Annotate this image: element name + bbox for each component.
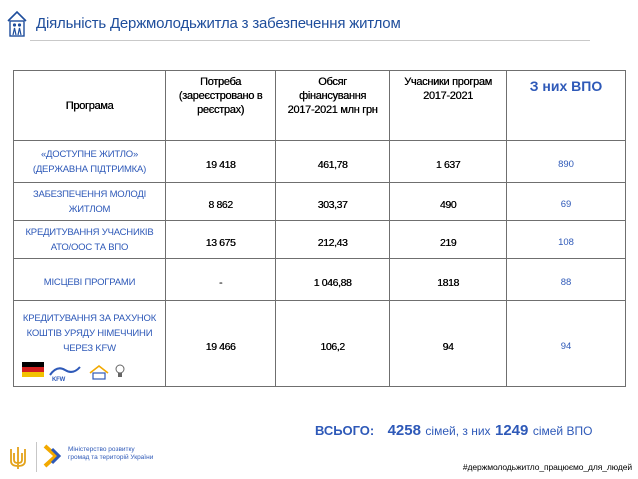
lamp-logo-icon	[114, 364, 126, 378]
house-logo-icon	[88, 363, 110, 381]
program-cell: МІСЦЕВІ ПРОГРАМИ	[14, 259, 166, 301]
partner-logos	[18, 360, 161, 386]
program-text: КРЕДИТУВАННЯ ЗА РАХУНОК КОШТІВ УРЯДУ НІМЕЧЧИНИ ЧЕРЕЗ KFW	[22, 313, 157, 354]
total-colon: :	[369, 423, 375, 438]
table-row	[14, 301, 626, 387]
ministry-line-2: громад та територій України	[68, 454, 154, 461]
participants-cell: 1818	[390, 259, 507, 301]
program-cell	[14, 301, 166, 387]
column-header-program: Програма	[14, 71, 166, 141]
column-header-need: Потреба (зареєстровано в реєстрах)	[166, 71, 276, 141]
table-row	[14, 221, 626, 259]
need-cell: 8 862	[166, 183, 276, 221]
table-row	[14, 141, 626, 183]
participants-cell: 490	[390, 183, 507, 221]
slide-header	[0, 0, 638, 44]
participants-cell: 1 637	[390, 141, 507, 183]
total-label: ВСЬОГО	[315, 423, 370, 438]
ministry-name	[68, 446, 153, 462]
need-cell: 13 675	[166, 221, 276, 259]
vpo-cell: 94	[507, 301, 626, 387]
title-divider	[30, 40, 590, 41]
program-cell: ЗАБЕЗПЕЧЕННЯ МОЛОДІ ЖИТЛОМ	[14, 183, 166, 221]
house-with-people-icon	[6, 8, 28, 38]
funding-cell: 212,43	[276, 221, 390, 259]
total-vpo-text: сімей ВПО	[532, 424, 593, 438]
table-row	[14, 183, 626, 221]
funding-cell: 461,78	[276, 141, 390, 183]
footer-divider	[36, 442, 37, 472]
total-families: 4258	[387, 422, 421, 439]
vpo-cell: 108	[507, 221, 626, 259]
column-header-participants: Учасники програм 2017-2021	[390, 71, 507, 141]
ministry-line-1: Міністерство розвитку	[68, 446, 135, 453]
need-cell: -	[166, 259, 276, 301]
germany-cooperation-flag-icon	[22, 362, 44, 378]
total-families-text: сімей, з них	[425, 424, 491, 438]
funding-cell: 303,37	[276, 183, 390, 221]
table-header-row	[14, 71, 626, 141]
hashtag-text: #держмолодьжитло_працюємо_для_людей	[462, 462, 632, 472]
page-title: Діяльність Держмолодьжитла з забезпечення житлом	[36, 15, 401, 32]
programs-table	[13, 70, 626, 387]
vpo-cell: 69	[507, 183, 626, 221]
funding-cell: 106,2	[276, 301, 390, 387]
total-vpo-families: 1249	[495, 422, 529, 439]
funding-cell: 1 046,88	[276, 259, 390, 301]
participants-cell: 219	[390, 221, 507, 259]
participants-cell: 94	[390, 301, 507, 387]
table-row	[14, 259, 626, 301]
ministry-chevron-logo-icon	[42, 443, 64, 469]
need-cell: 19 466	[166, 301, 276, 387]
vpo-cell: 88	[507, 259, 626, 301]
program-cell: «ДОСТУПНЕ ЖИТЛО» (ДЕРЖАВНА ПІДТРИМКА)	[14, 141, 166, 183]
program-cell: КРЕДИТУВАННЯ УЧАСНИКІВ АТО/ООС ТА ВПО	[14, 221, 166, 259]
column-header-funding: Обсяг фінансування 2017-2021 млн грн	[276, 71, 390, 141]
ukraine-trident-icon	[8, 445, 28, 471]
need-cell: 19 418	[166, 141, 276, 183]
kfw-logo-icon	[48, 364, 82, 382]
total-summary	[315, 422, 592, 440]
vpo-cell: 890	[507, 141, 626, 183]
column-header-vpo: З них ВПО	[507, 71, 626, 141]
kfw-logo-text: KFW	[52, 377, 66, 382]
